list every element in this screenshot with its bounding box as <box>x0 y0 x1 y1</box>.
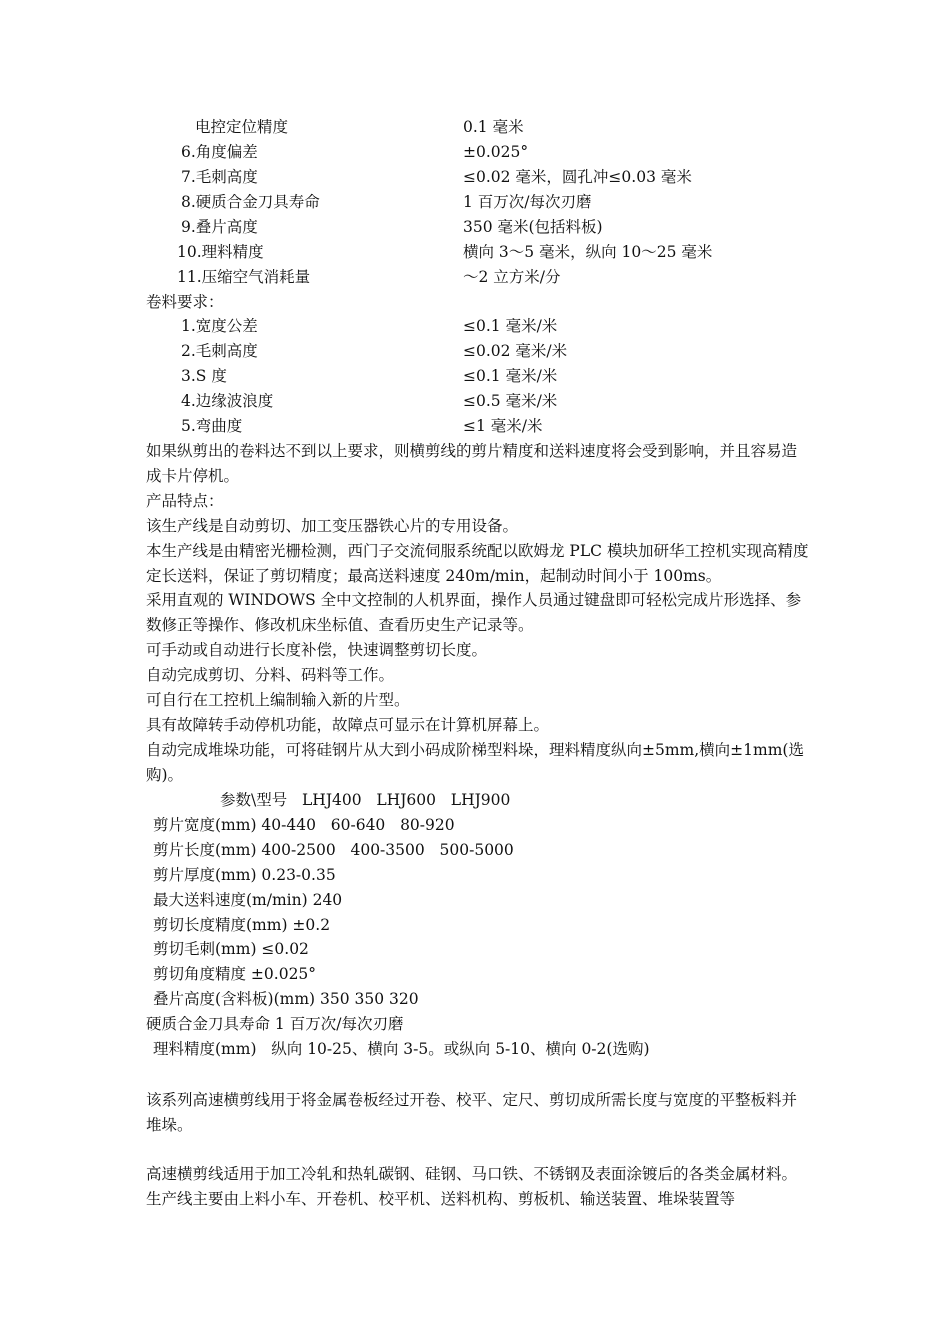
param-header: 参数\型号 LHJ400 LHJ600 LHJ900 <box>220 791 511 809</box>
param-row: 硬质合金刀具寿命 1 百万次/每次刃磨 <box>146 1015 404 1033</box>
param-row: 剪切毛刺(mm) ≤0.02 <box>153 940 309 958</box>
coil-value: ≤1 毫米/米 <box>463 417 543 435</box>
spec-label: 电控定位精度 <box>195 118 289 136</box>
coil-label: 3.S 度 <box>181 367 227 385</box>
param-row: 叠片高度(含料板)(mm) 350 350 320 <box>153 990 419 1008</box>
spec-value: ≤0.02 毫米，圆孔冲≤0.03 毫米 <box>463 168 692 186</box>
spec-label: 9.叠片高度 <box>181 218 258 236</box>
param-row: 理料精度(mm) 纵向 10-25、横向 3-5。或纵向 5-10、横向 0-2(选购) <box>153 1040 650 1058</box>
coil-label: 2.毛刺高度 <box>181 342 258 360</box>
warning-paragraph: 如果纵剪出的卷料达不到以上要求，则横剪线的剪片精度和送料速度将会受到影响，并且容易造成卡片停机。 <box>146 442 798 485</box>
spec-label: 6.角度偏差 <box>181 143 258 161</box>
coil-heading: 卷料要求： <box>146 293 224 311</box>
feature-item: 具有故障转手动停机功能，故障点可显示在计算机屏幕上。 <box>146 716 550 734</box>
coil-label: 1.宽度公差 <box>181 317 258 335</box>
spec-value: ～2 立方米/分 <box>463 268 561 286</box>
feature-item: 采用直观的 WINDOWS 全中文控制的人机界面，操作人员通过键盘即可轻松完成片形选择、参数修正等操作、修改机床坐标值、查看历史生产记录等。 <box>146 591 802 634</box>
spec-value: 横向 3～5 毫米，纵向 10～25 毫米 <box>463 243 713 261</box>
param-row: 剪片长度(mm) 400-2500 400-3500 500-5000 <box>153 841 514 859</box>
coil-label: 4.边缘波浪度 <box>181 392 274 410</box>
coil-value: ≤0.02 毫米/米 <box>463 342 568 360</box>
features-heading: 产品特点： <box>146 492 224 510</box>
feature-item: 可手动或自动进行长度补偿，快速调整剪切长度。 <box>146 641 488 659</box>
spec-label: 10.理料精度 <box>177 243 264 261</box>
coil-value: ≤0.5 毫米/米 <box>463 392 558 410</box>
param-row: 剪片宽度(mm) 40-440 60-640 80-920 <box>153 816 455 834</box>
feature-item: 本生产线是由精密光栅检测，西门子交流伺服系统配以欧姆龙 PLC 模块加研华工控机实现高精度定长送料，保证了剪切精度；最高送料速度 240m/min，起制动时间小于 100ms。 <box>146 542 809 585</box>
param-row: 最大送料速度(m/min) 240 <box>153 891 343 909</box>
coil-label: 5.弯曲度 <box>181 417 243 435</box>
spec-value: 350 毫米(包括料板) <box>463 218 603 236</box>
spec-value: 0.1 毫米 <box>463 118 524 136</box>
spec-value: 1 百万次/每次刃磨 <box>463 193 592 211</box>
coil-value: ≤0.1 毫米/米 <box>463 317 558 335</box>
feature-item: 该生产线是自动剪切、加工变压器铁心片的专用设备。 <box>146 517 519 535</box>
series-paragraph: 该系列高速横剪线用于将金属卷板经过开卷、校平、定尺、剪切成所需长度与宽度的平整板料并堆垛。 <box>146 1091 798 1134</box>
param-row: 剪切长度精度(mm) ±0.2 <box>153 916 331 934</box>
param-row: 剪切角度精度 ±0.025° <box>153 965 317 983</box>
spec-label: 7.毛刺高度 <box>181 168 258 186</box>
spec-label: 11.压缩空气消耗量 <box>177 268 311 286</box>
coil-value: ≤0.1 毫米/米 <box>463 367 558 385</box>
param-row: 剪片厚度(mm) 0.23-0.35 <box>153 866 336 884</box>
feature-item: 自动完成堆垛功能，可将硅钢片从大到小码成阶梯型料垛，理料精度纵向±5mm,横向±1mm(选购)。 <box>146 741 804 784</box>
applications-paragraph: 高速横剪线适用于加工冷轧和热轧碳钢、硅钢、马口铁、不锈钢及表面涂镀后的各类金属材料。生产线主要由上料小车、开卷机、校平机、送料机构、剪板机、输送装置、堆垛装置等 <box>146 1165 798 1208</box>
feature-item: 自动完成剪切、分料、码料等工作。 <box>146 666 395 684</box>
feature-item: 可自行在工控机上编制输入新的片型。 <box>146 691 410 709</box>
spec-label: 8.硬质合金刀具寿命 <box>181 193 320 211</box>
spec-value: ±0.025° <box>463 143 529 161</box>
